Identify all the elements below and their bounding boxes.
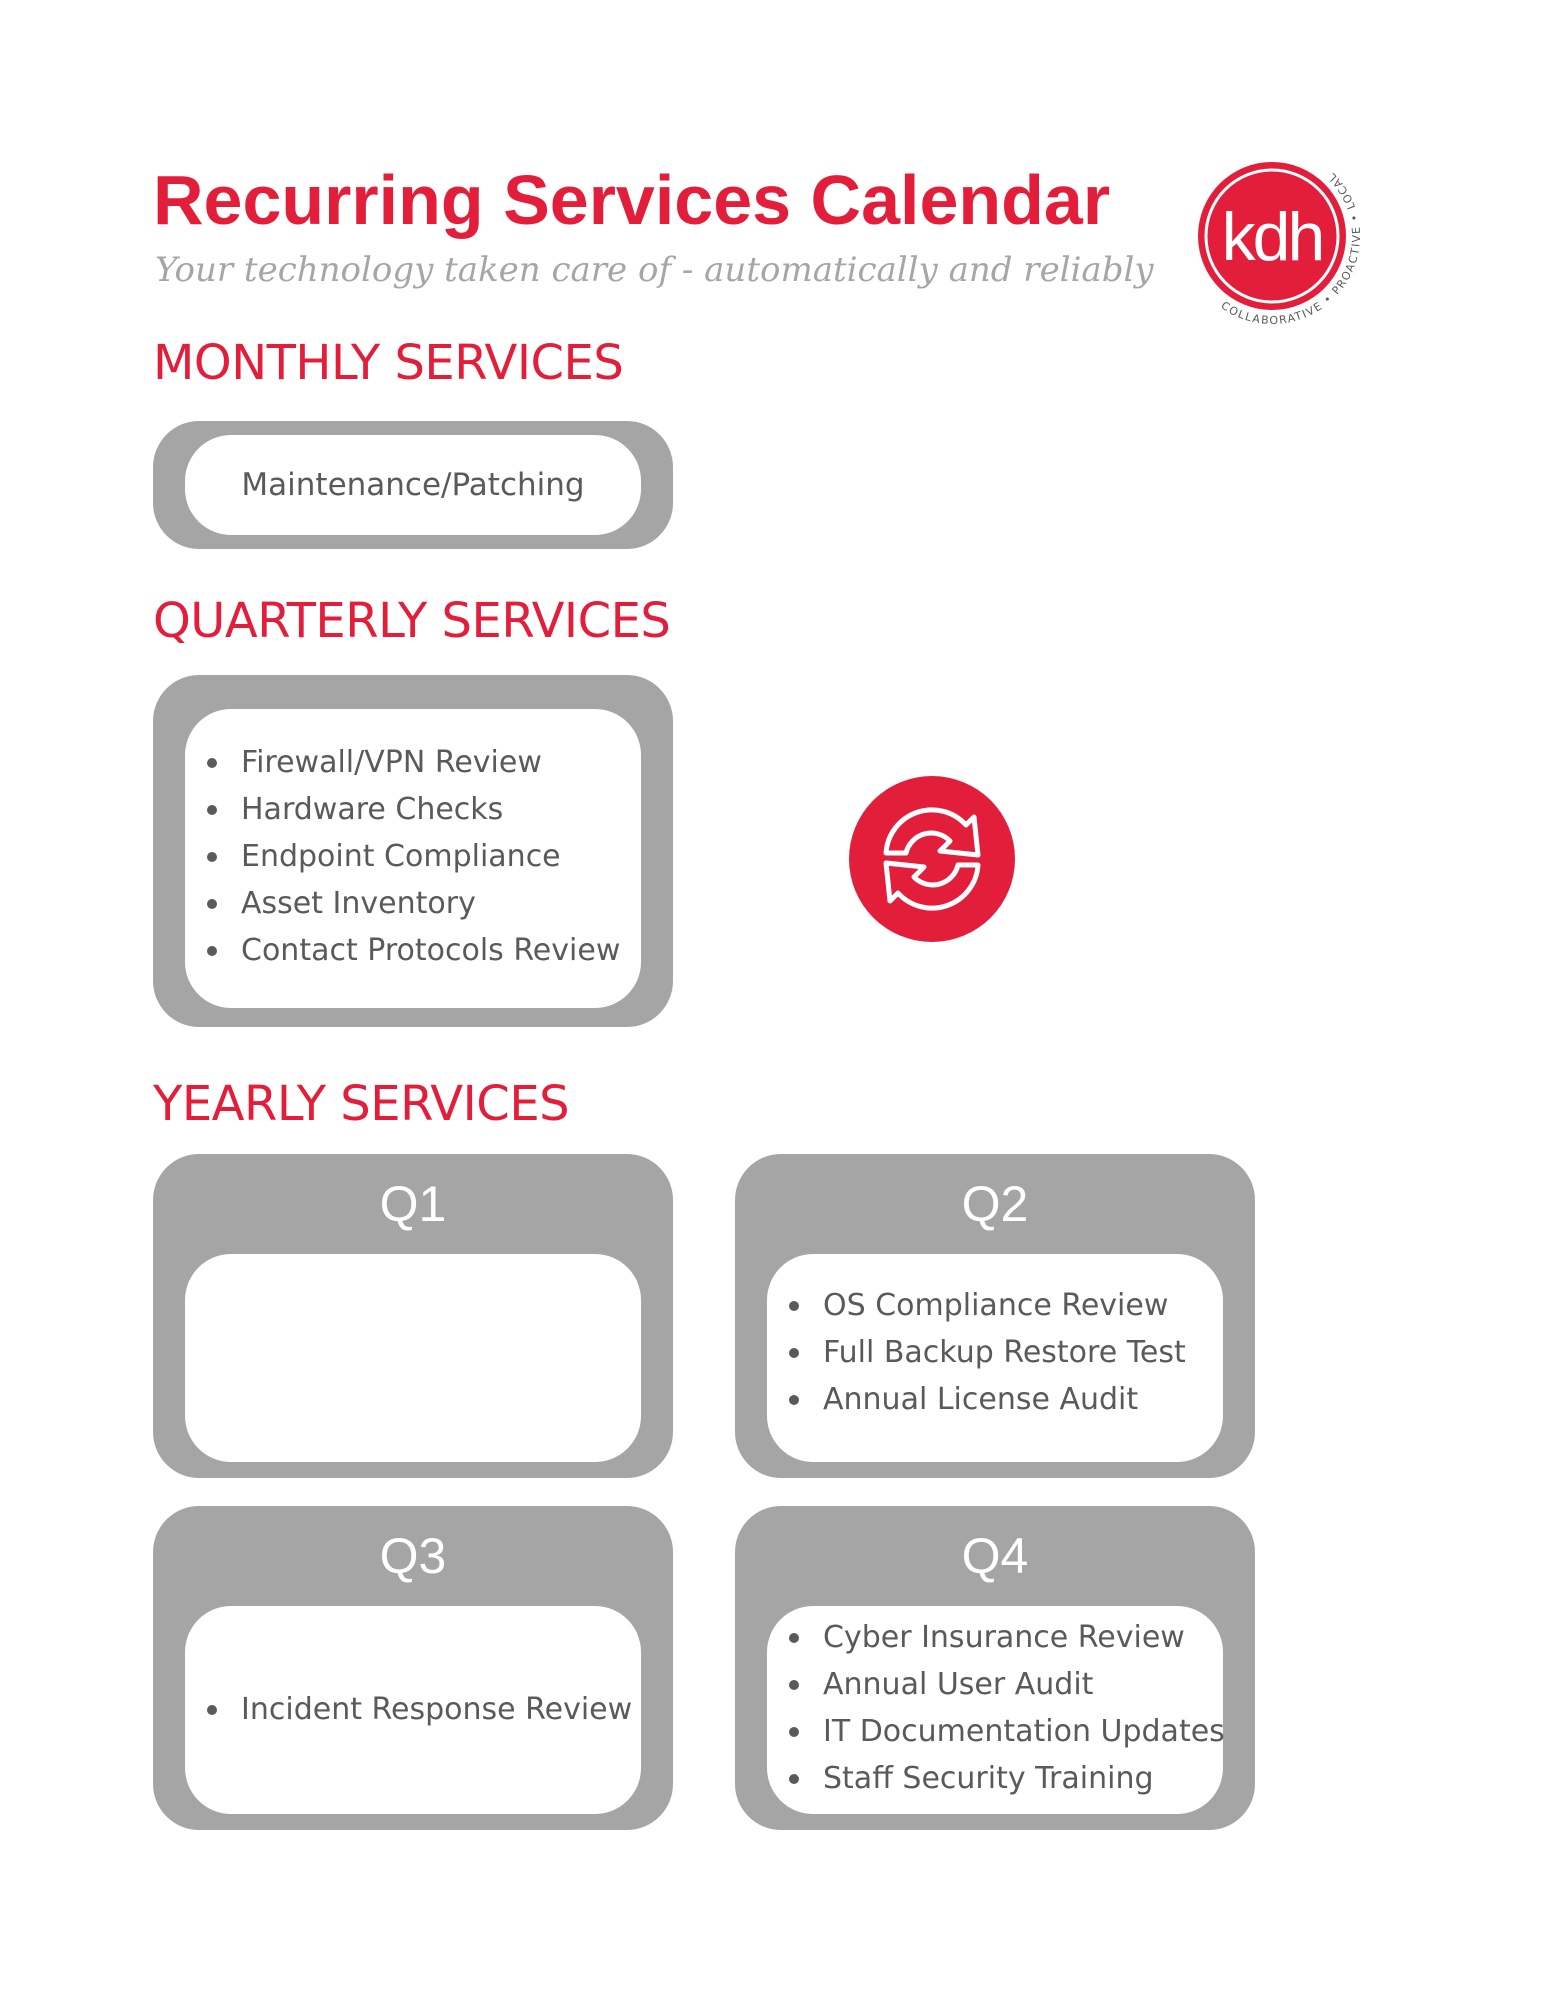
- list-item: Hardware Checks: [203, 786, 620, 833]
- quarterly-card-inner: [185, 709, 641, 1008]
- list-item: Annual License Audit: [785, 1376, 1186, 1423]
- q2-card: [735, 1154, 1255, 1478]
- list-item: Endpoint Compliance: [203, 833, 620, 880]
- q4-card: [735, 1506, 1255, 1830]
- q3-label: Q3: [379, 1528, 447, 1584]
- monthly-heading: MONTHLY SERVICES: [153, 335, 624, 391]
- list-item: Cyber Insurance Review: [785, 1614, 1225, 1661]
- monthly-card-inner: [185, 435, 641, 535]
- q4-list: [785, 1614, 1225, 1802]
- monthly-card: [153, 421, 673, 549]
- quarterly-list: [203, 739, 620, 974]
- logo-wordmark: kdh: [1221, 199, 1323, 275]
- quarterly-heading: QUARTERLY SERVICES: [153, 593, 671, 649]
- q2-label: Q2: [961, 1176, 1029, 1232]
- q4-label: Q4: [961, 1528, 1029, 1584]
- list-item: Staff Security Training: [785, 1755, 1225, 1802]
- quarterly-card: [153, 675, 673, 1027]
- list-item: Contact Protocols Review: [203, 927, 620, 974]
- q4-card-inner: [767, 1606, 1223, 1814]
- q1-card: [153, 1154, 673, 1478]
- logo-ring-text: COLLABORATIVE • PROACTIVE • LOCAL: [1218, 169, 1364, 328]
- list-item: IT Documentation Updates: [785, 1708, 1225, 1755]
- list-item: Full Backup Restore Test: [785, 1329, 1186, 1376]
- list-item: Firewall/VPN Review: [203, 739, 620, 786]
- tagline: Your technology taken care of - automatically and reliably: [155, 250, 1154, 290]
- q3-card-inner: [185, 1606, 641, 1814]
- q3-card: [153, 1506, 673, 1830]
- kdh-logo-icon: [1190, 148, 1390, 348]
- q1-label: Q1: [379, 1176, 447, 1232]
- list-item: Annual User Audit: [785, 1661, 1225, 1708]
- q3-list: [203, 1686, 632, 1733]
- list-item: Asset Inventory: [203, 880, 620, 927]
- refresh-icon: [848, 775, 1016, 943]
- page-title: Recurring Services Calendar: [153, 161, 1111, 239]
- monthly-item: Maintenance/Patching: [241, 467, 585, 503]
- q2-card-inner: [767, 1254, 1223, 1462]
- yearly-heading: YEARLY SERVICES: [153, 1076, 570, 1132]
- list-item: Incident Response Review: [203, 1686, 632, 1733]
- list-item: OS Compliance Review: [785, 1282, 1186, 1329]
- q2-list: [785, 1282, 1186, 1423]
- q1-card-inner: [185, 1254, 641, 1462]
